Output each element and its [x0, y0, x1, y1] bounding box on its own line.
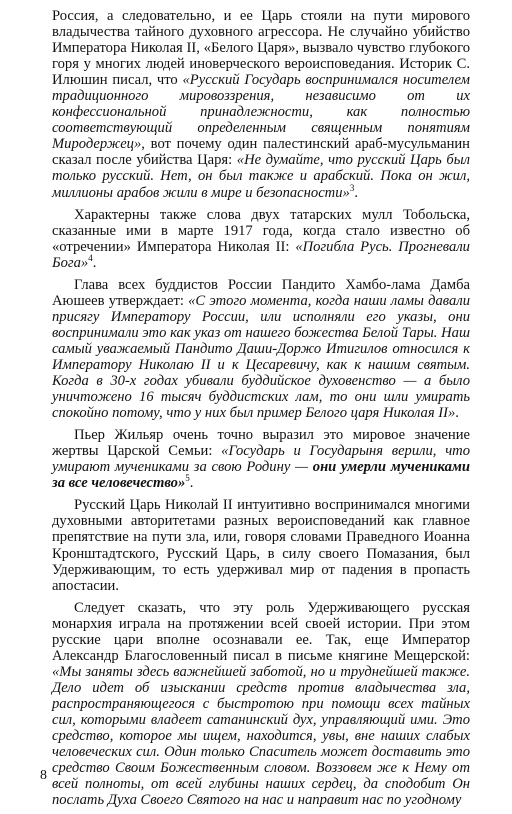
quote-text: «С этого момента, когда наши ламы давали присягу Императору России, или исполняли его указы, они воспринимали это как указ от нашего божества Белой Тары. Наш самый уважаемый Пандито Даши-Доржо Итигилов относился к Императору Николаю II и к Цесаревичу, как к нашим святым. Когда в 30-х годах убивали буддийское духовенство — а было уничтожено 16 тысяч буддистских лам, то они шли умирать спокойно потому, что у них был пример Белого царя Николая II»: [52, 292, 470, 422]
quote-text: «Русский Государь воспринимался носителем традиционного мировоззрения, независимо от их конфессиональной принадлежности, как полностью соответствующий определенным священным понятиям Миродержец»: [52, 72, 470, 153]
quote-text: «Погибла Русь. Прогневали Бога»: [52, 238, 470, 271]
paragraph: [52, 8, 470, 201]
paragraph: [52, 207, 470, 271]
footnote-ref: 4: [88, 252, 93, 263]
paragraph: [52, 427, 470, 491]
body-text: Россия, а следовательно, и ее Царь стояли на пути мирового владычества тайного духовного агрессора. Не случайно убийство Императора Николая II, «Белого Царя», вызвало чувство глубокого горя у многих людей иноверческого вероисповедания. Историк С. Илюшин писал, что: [52, 8, 470, 89]
body-text: Русский Царь Николай II интуитивно воспринимался многими духовными авторитетами разных вероисповеданий как главное препятствие на пути зла, или, говоря словами Праведного Иоанна Кронштадтского, Русский Царь, в силу своего Помазания, был Удерживающим, то есть удерживал мир от падения в пропасть апостасии.: [52, 497, 470, 594]
body-text: Пьер Жильяр очень точно выразил это мировое значение жертвы Царской Семьи:: [52, 427, 470, 460]
body-text: .: [354, 184, 358, 201]
paragraph: [52, 497, 470, 593]
footnote-ref: 3: [349, 182, 355, 193]
body-text: .: [92, 254, 97, 271]
paragraph: [52, 277, 470, 421]
body-text: Глава всех буддистов России Пандито Хамбо-лама Дамба Аюшеев утверждает:: [52, 276, 470, 309]
body-text: Характерны также слова двух татарских мулл Тобольска, сказанные ими в марте 1917 года, когда стало известно об «отречении» Императора Николая II:: [52, 206, 470, 255]
paragraph: [52, 600, 470, 809]
book-page-text: [52, 8, 470, 814]
quote-text: «Государь и Государыня верили, что умирают мучениками за свою Родину —: [52, 443, 470, 476]
body-text: Следует сказать, что эту роль Удерживающего русская монархия играла на протяжении всей своей истории. При этом русские цари вполне осознавали ее. Так, еще Император Александр Благословенный писал в письме княгине Мещерской:: [52, 599, 470, 664]
quote-text: они умерли мучениками за все человечество»: [52, 459, 470, 492]
footnote-ref: 5: [185, 473, 190, 484]
body-text: , вот почему один палестинский араб-мусульманин сказал после убийства Царя:: [52, 136, 470, 169]
quote-text: «Мы заняты здесь важнейшей заботой, но и труднейшей также. Дело идет об изыскании средств против владычества зла, распространяющегося с быстротою при помощи всех тайных сил, которыми владеет сатанинский дух, управляющий ими. Это средство, которое мы ищем, находится, увы, вне наших слабых человеческих сил. Один только Спаситель может доставить это средство Своим Божественным словом. Воззовем же к Нему от всей полноты, от всей глубины наших сердец, да сподобит Он послать Духа Своего Святого на нас и направит нас по угодному: [52, 663, 470, 809]
body-text: .: [189, 475, 194, 492]
quote-text: «Не думайте, что русский Царь был только русский. Нет, он был также и арабский. Пока он жил, миллионы арабов жили в мире и безопасности»: [52, 152, 470, 201]
page-number: 8: [40, 768, 47, 783]
body-text: .: [455, 405, 459, 422]
